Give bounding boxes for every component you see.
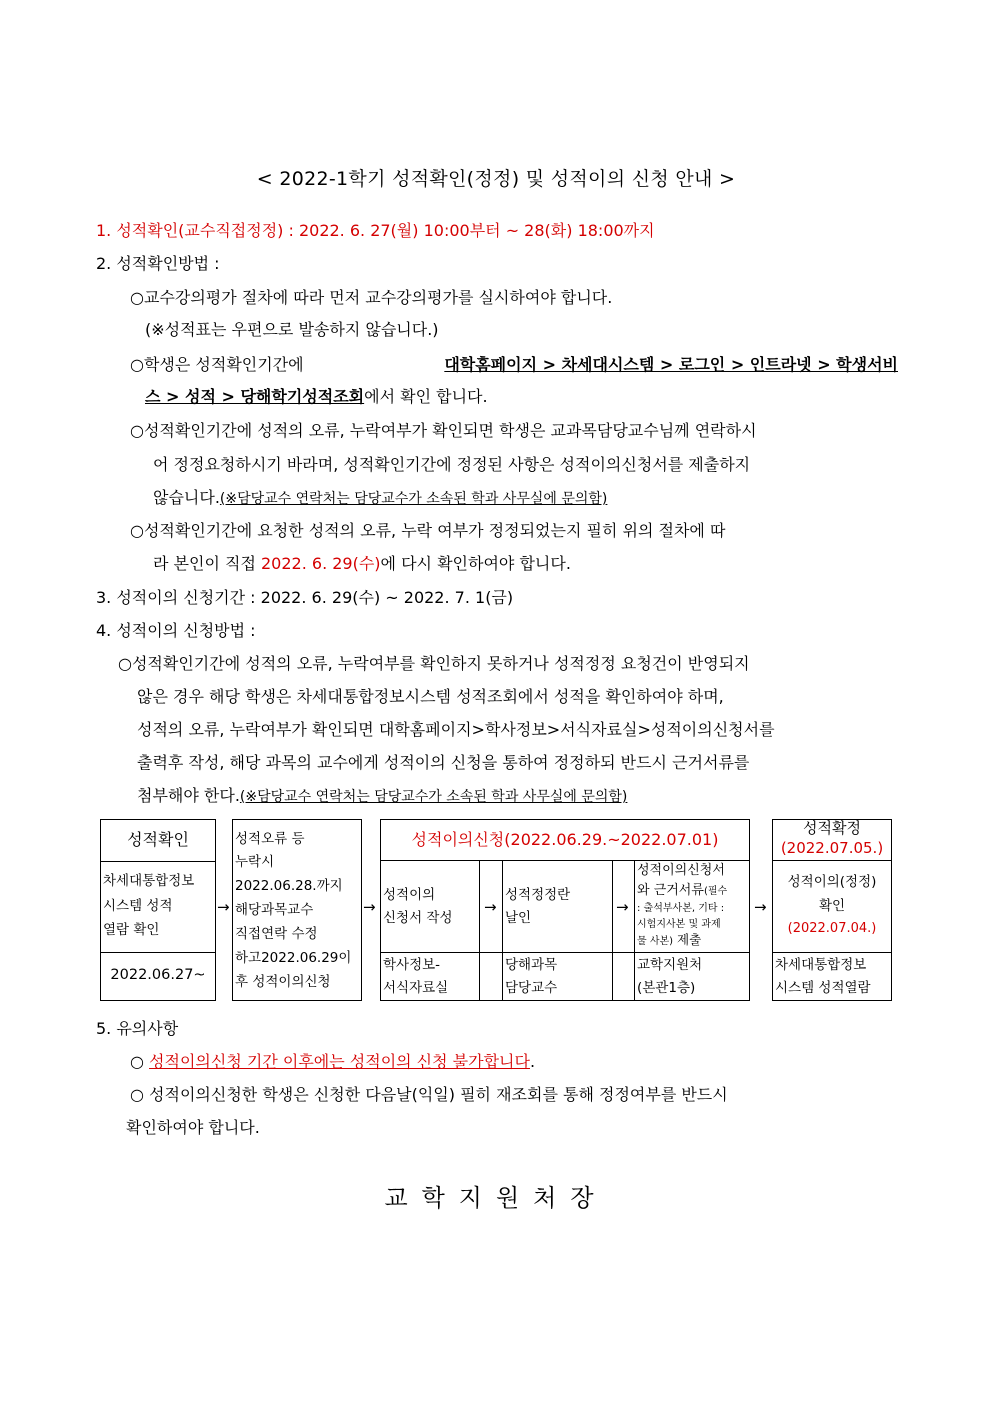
flow-apply-c3-l2 <box>637 881 727 902</box>
bullet-5-1-prefix: ○ <box>130 1052 150 1071</box>
flow-apply-c2-b2: 담당교수 <box>505 980 558 996</box>
bullet-4-suffix: 에 다시 확인하여야 합니다. <box>380 554 571 573</box>
flow-divider <box>612 860 613 1001</box>
flow-apply-c3-l4: 시험지사본 및 과제 <box>637 919 721 930</box>
flow-divider <box>772 860 892 861</box>
flow-apply-c3-l3: : 출석부사본, 기타 : <box>637 903 725 914</box>
flow-apply-c1-b1: 학사정보- <box>383 957 441 973</box>
flow-confirm-head: 성적확인 <box>127 830 189 849</box>
section-2-bullet-2-line-1 <box>130 352 898 375</box>
flow-apply-c3-l5 <box>637 932 701 950</box>
flow-apply-c2-b1: 당해과목 <box>505 957 558 973</box>
bullet-3-text-3: 않습니다. <box>153 488 220 507</box>
flow-final-b1: 차세대통합정보 <box>775 957 867 973</box>
flow-final-head-2: (2022.07.05.) <box>780 839 884 857</box>
flow-final-l1: 성적이의(정정) <box>787 874 877 890</box>
menu-path-part-1: 대학홈페이지 > 차세대시스템 > 로그인 > 인트라넷 > 학생서비 <box>444 355 898 374</box>
section-4-line-3 <box>137 717 898 740</box>
flow-error-l3: 2022.06.28.까지 <box>235 878 343 894</box>
menu-path-part-2: 스 > 성적 > 당해학기성적조회 <box>145 387 365 406</box>
section-4-line-4 <box>137 750 898 773</box>
flow-divider <box>502 860 503 1001</box>
flow-apply-c1-b2: 서식자료실 <box>383 980 449 996</box>
flow-error-l4: 해당과목교수 <box>235 902 314 918</box>
section-5-bullet-1 <box>130 1049 535 1072</box>
section-2-bullet-4-line-1: ○성적확인기간에 요청한 성적의 오류, 누락 여부가 정정되었는지 필히 위의 절차에 따 <box>130 521 726 540</box>
arrow-icon: → <box>754 898 767 916</box>
arrow-icon: → <box>484 898 497 916</box>
section-2-bullet-3-line-3 <box>153 485 607 508</box>
flow-apply-c3-l5b: 제출 <box>673 932 702 947</box>
flow-confirm-date: 2022.06.27~ <box>110 967 206 983</box>
section-4-line-1 <box>118 651 898 674</box>
flow-apply-c3-b2: (본관1층) <box>637 980 696 996</box>
bullet-4-text: 라 본인이 직접 <box>153 554 261 573</box>
page-title: < 2022-1학기 성적확인(정정) 및 성적이의 신청 안내 > <box>256 168 736 190</box>
section-4-line-2: 않은 경우 해당 학생은 차세대통합정보시스템 성적조회에서 성적을 확인하여야 하며, <box>137 687 724 706</box>
section-2-bullet-1-note: (※성적표는 우편으로 발송하지 않습니다.) <box>145 320 439 339</box>
flow-apply-c3-l2a: 와 근거서류 <box>637 883 704 898</box>
section-2-heading: 2. 성적확인방법 : <box>96 254 220 273</box>
arrow-icon: → <box>217 898 230 916</box>
arrow-icon: → <box>363 898 376 916</box>
bullet-3-text-2: 어 정정요청하시기 바라며, 성적확인기간에 정정된 사항은 성적이의신청서를 제출하지 <box>153 455 751 474</box>
flow-final-l2: 확인 <box>818 898 846 914</box>
flow-apply-c3-l5a: 물 사본) <box>637 936 674 947</box>
flow-divider <box>100 952 216 953</box>
flow-apply-c3-l2b: (필수 <box>703 886 728 897</box>
flow-final-head-1: 성적확정 <box>803 819 861 837</box>
bullet-2-prefix: ○학생은 성적확인기간에 <box>130 355 304 374</box>
bullet-3-note: (※담당교수 연락처는 담당교수가 소속된 학과 사무실에 문의함) <box>219 491 608 507</box>
bullet-2-suffix: 에서 확인 합니다. <box>364 387 488 406</box>
section-2-bullet-1: ○교수강의평가 절차에 따라 먼저 교수강의평가를 실시하여야 합니다. <box>130 288 613 307</box>
flow-apply-head: 성적이의신청(2022.06.29.~2022.07.01) <box>411 830 719 849</box>
flow-final-date: (2022.07.04.) <box>787 921 877 936</box>
deadline-warning: 성적이의신청 기간 이후에는 성적이의 신청 불가합니다 <box>149 1052 530 1071</box>
section-5-bullet-2-line-2: 확인하여야 합니다. <box>126 1118 260 1137</box>
flow-error-l7: 후 성적이의신청 <box>235 974 331 990</box>
flow-divider <box>634 860 635 1001</box>
bullet-3-text-1: ○성적확인기간에 성적의 오류, 누락여부가 확인되면 학생은 교과목담당교수님께 연락하시 <box>130 421 757 440</box>
flow-apply-c1-l1: 성적이의 <box>383 887 436 903</box>
recheck-date: 2022. 6. 29(수) <box>261 554 381 573</box>
flow-divider <box>479 860 480 1001</box>
flow-confirm-l3: 열람 확인 <box>103 922 160 938</box>
flow-apply-c2-l1: 성적정정란 <box>505 887 571 903</box>
flow-confirm-l2: 시스템 성적 <box>103 898 173 914</box>
flow-apply-c2-l2: 날인 <box>505 910 532 926</box>
flow-divider <box>380 952 750 953</box>
section-2-bullet-4-line-2 <box>153 551 571 574</box>
flow-error-l1: 성적오류 등 <box>235 831 305 847</box>
section-2-bullet-3-line-1 <box>130 418 898 441</box>
section-4-heading: 4. 성적이의 신청방법 : <box>96 621 256 640</box>
section-4-text-4: 출력후 작성, 해당 과목의 교수에게 성적이의 신청을 통하여 정정하되 반드시 근거서류를 <box>137 753 750 772</box>
section-4-text-1: ○성적확인기간에 성적의 오류, 누락여부를 확인하지 못하거나 성적정정 요청건이 반영되지 <box>118 654 750 673</box>
bullet-5-1-suffix: . <box>529 1052 536 1071</box>
flow-apply-c3-l1: 성적이의신청서 <box>637 863 725 878</box>
flow-apply-c3-b1: 교학지원처 <box>637 957 703 973</box>
section-4-note: (※담당교수 연락처는 담당교수가 소속된 학과 사무실에 문의함) <box>239 789 628 805</box>
section-2-bullet-3-line-2 <box>153 452 898 475</box>
section-4-text-5: 첨부해야 한다. <box>137 786 240 805</box>
section-3-period: 3. 성적이의 신청기간 : 2022. 6. 29(수) ~ 2022. 7. 1(금) <box>96 588 514 607</box>
section-5-heading: 5. 유의사항 <box>96 1019 179 1038</box>
flow-apply-c1-l2: 신청서 작성 <box>383 910 453 926</box>
section-1-period: 1. 성적확인(교수직접정정) : 2022. 6. 27(월) 10:00부터 ~ 28(화) 18:00까지 <box>96 221 655 240</box>
flow-error-l2: 누락시 <box>235 854 275 870</box>
flow-error-l5: 직접연락 수정 <box>235 926 318 942</box>
section-5-bullet-2-line-1: ○ 성적이의신청한 학생은 신청한 다음날(익일) 필히 재조회를 통해 정정여부를 반드시 <box>130 1085 728 1104</box>
signature: 교학지원처장 <box>384 1184 608 1212</box>
flow-error-l6: 하고2022.06.29이 <box>235 950 352 966</box>
section-4-text-3: 성적의 오류, 누락여부가 확인되면 대학홈페이지>학사정보>서식자료실>성적이의신청서를 <box>137 720 775 739</box>
flow-confirm-l1: 차세대통합정보 <box>103 873 195 889</box>
flow-divider <box>100 861 216 862</box>
flow-final-b2: 시스템 성적열람 <box>775 980 871 996</box>
arrow-icon: → <box>616 898 629 916</box>
flow-divider <box>772 952 892 953</box>
section-4-line-5 <box>137 783 627 806</box>
section-2-bullet-2-line-2 <box>145 384 488 407</box>
